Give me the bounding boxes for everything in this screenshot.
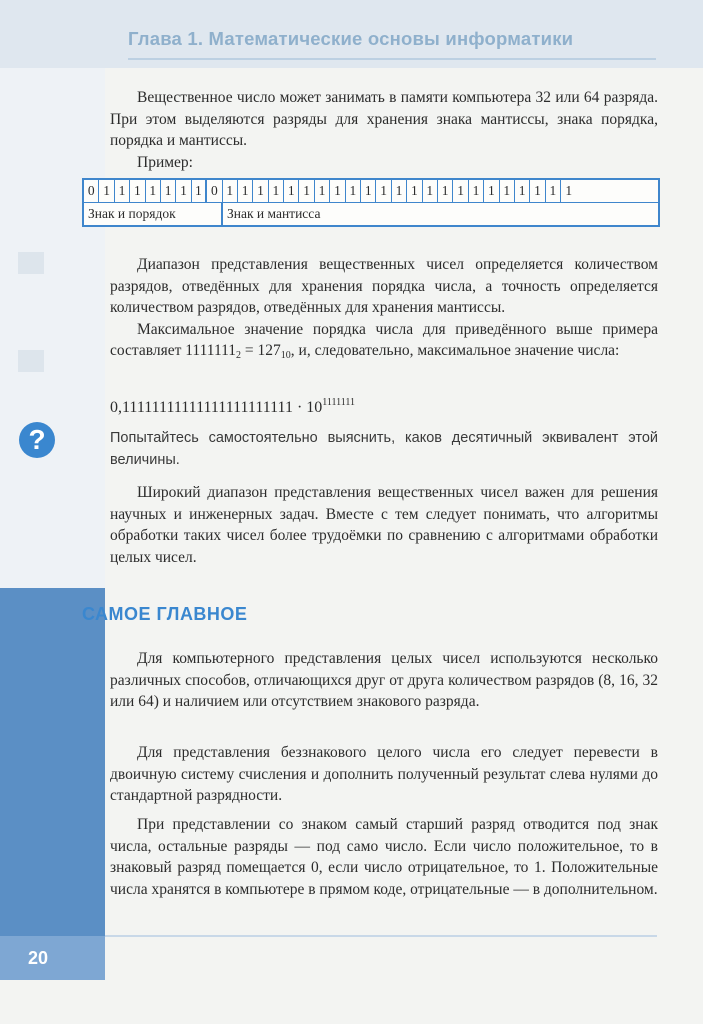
summary-title: САМОЕ ГЛАВНОЕ <box>82 604 248 624</box>
bit-cell: 1 <box>438 180 453 202</box>
bit-cell: 1 <box>530 180 545 202</box>
formula-mantissa: 0,11111111111111111111111 <box>110 399 293 416</box>
wide-block <box>110 482 658 568</box>
bit-cell: 1 <box>130 180 145 202</box>
header-rule <box>128 58 656 60</box>
bit-cell: 1 <box>484 180 499 202</box>
intro-block <box>110 87 658 173</box>
bit-cell: 1 <box>161 180 176 202</box>
summary-p2-block <box>110 742 658 807</box>
summary-paragraph-2: Для представления беззнакового целого числа его следует перевести в двоичную систему счисления и дополнить полученный результат слева нулями до стандартной разрядности. <box>110 744 658 804</box>
bit-cell: 1 <box>453 180 468 202</box>
bit-cell: 1 <box>515 180 530 202</box>
bit-cell: 1 <box>238 180 253 202</box>
chapter-title: Глава 1. Математические основы информатики <box>128 28 574 49</box>
bit-cell: 1 <box>469 180 484 202</box>
bit-cell: 1 <box>176 180 191 202</box>
page-number: 20 <box>28 948 49 968</box>
max-sub-base10: 10 <box>280 350 291 361</box>
example-label: Пример: <box>137 153 193 171</box>
bit-cell: 1 <box>500 180 515 202</box>
bit-cell: 1 <box>315 180 330 202</box>
bit-cell: 1 <box>253 180 268 202</box>
bit-cell: 1 <box>407 180 422 202</box>
bits-labels-row <box>84 203 658 225</box>
summary-paragraph-1: Для компьютерного представления целых чисел используются несколько различных способов, отличающихся друг от друга количеством разрядов (8, 16, 32 или 64) и наличием или отсутствием знакового разряда. <box>110 650 658 710</box>
question-icon: ? <box>19 422 55 458</box>
bit-cell: 1 <box>192 180 207 202</box>
bit-cell: 1 <box>146 180 161 202</box>
page-number-box <box>0 936 105 980</box>
bit-cell: 1 <box>565 183 573 198</box>
question-block <box>110 428 658 471</box>
bit-cell: 1 <box>299 180 314 202</box>
summary-paragraph-3: При представлении со знаком самый старший разряд отводится под знак числа, остальные разряды — под само число. Если число положительное, то в знаковый разряд помещается 0, если число отрицательное, то 1. Положительные числа хранятся в компьютере в прямом коде, отрицательные — в дополнительном. <box>110 816 658 898</box>
summary-p1-block <box>110 648 658 713</box>
bits-row <box>84 180 658 203</box>
wide-paragraph: Широкий диапазон представления вещественных чисел важен для решения научных и инженерных задач. Вместе с тем следует понимать, что алгоритмы обработки таких чисел более трудоёмки по сравнению с алгоритмами обработки целых чисел. <box>110 484 658 566</box>
bit-cell: 1 <box>115 180 130 202</box>
bit-cell: 1 <box>99 180 114 202</box>
formula-base: 10 <box>306 399 323 416</box>
max-text-before: Максимальное значение порядка числа для приведённого выше примера составляет 1111111 <box>110 320 658 359</box>
question-text: Попытайтесь самостоятельно выяснить, каков десятичный эквивалент этой величины. <box>110 430 658 468</box>
intro-paragraph: Вещественное число может занимать в памяти компьютера 32 или 64 разряда. При этом выделяются разряды для хранения знака мантиссы, знака порядка, порядка и мантиссы. <box>110 89 658 149</box>
bit-cell: 1 <box>223 180 238 202</box>
margin-mark <box>18 252 44 274</box>
max-text-mid: = 127 <box>241 342 281 359</box>
bottom-rule <box>105 935 657 937</box>
formula-dot: · <box>292 399 307 416</box>
left-blue-band <box>0 588 105 980</box>
bit-cell: 1 <box>284 180 299 202</box>
bits-table <box>82 178 660 227</box>
range-paragraph: Диапазон представления вещественных чисел определяется количеством разрядов, отведённых для хранения порядка числа, а точность определяется количеством разрядов, отведённых для хранения мантиссы. <box>110 256 658 316</box>
range-block <box>110 254 658 367</box>
bit-cell: 1 <box>346 180 361 202</box>
max-text-after: , и, следовательно, максимальное значение числа: <box>290 342 620 359</box>
mantissa-label: Знак и мантисса <box>227 206 321 221</box>
exponent-label: Знак и порядок <box>84 203 223 225</box>
max-sub-base2: 2 <box>236 350 242 361</box>
summary-p3-block <box>110 814 658 900</box>
formula-exponent: 1111111 <box>322 397 356 408</box>
margin-mark <box>18 350 44 372</box>
max-paragraph <box>110 319 658 367</box>
bit-cell: 1 <box>392 180 407 202</box>
bit-cell: 1 <box>376 180 391 202</box>
bit-cell: 1 <box>546 180 561 202</box>
bit-cell: 1 <box>423 180 438 202</box>
bit-cell: 1 <box>361 180 376 202</box>
bit-cell: 1 <box>269 180 284 202</box>
bit-cell: 0 <box>84 180 99 202</box>
bit-cell: 1 <box>330 180 345 202</box>
max-value-formula <box>110 397 355 417</box>
bit-cell: 0 <box>207 180 222 202</box>
left-margin <box>0 68 105 588</box>
